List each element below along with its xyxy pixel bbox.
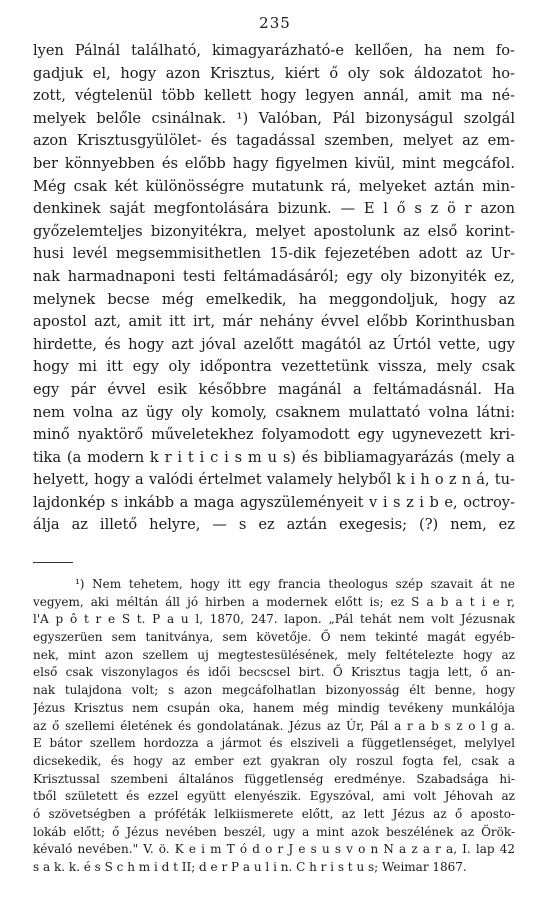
text-line: nem volna az ügy oly komoly, csaknem mulattató volna látni: bbox=[33, 403, 515, 421]
footnote-line: E bátor szellem hordozza a jármot és elsziveli a függetlenséget, melylyel bbox=[33, 736, 515, 751]
footnote-line: ¹) Nem tehetem, hogy itt egy francia theologus szép szavait át ne bbox=[75, 577, 515, 591]
footnote-line: s a k. k. é s S c h m i d t II; d e r P a u l i n. C h r i s t u s; Weimar 1867. bbox=[33, 860, 467, 874]
footnote-line: nek, mint azon szellem uj megtestesülésének, mely feltételezte hogy az bbox=[33, 647, 515, 662]
footnote-line: dicsekedik, és hogy az ember ezt gyakran oly roszul fogta fel, csak a bbox=[33, 753, 515, 768]
text-line: lyen Pálnál található, kimagyarázható-e kellően, ha nem fo- bbox=[33, 42, 515, 59]
footnote-line: az ő szellemi életének és gondolatának. Jézus az Úr, Pál a r a b s z o l g a. bbox=[33, 718, 515, 733]
footnote-line: nak tulajdona volt; s azon megcáfolhatlan bizonyosság élt benne, hogy bbox=[33, 683, 515, 698]
text-line: lajdonkép s inkább a maga agyszüleményeit v i s z i b e, octroy- bbox=[33, 493, 515, 511]
text-line: melyek belőle csinálnak. ¹) Valóban, Pál bizonyságul szolgál bbox=[33, 109, 515, 127]
text-line: husi levél megsemmisithetlen 15-dik fejezetében adott az Ur- bbox=[33, 245, 515, 263]
text-line: apostol azt, amit itt irt, már nehány évvel előbb Korinthusban bbox=[33, 313, 515, 331]
text-line: álja az illető helyre, — s ez aztán exegesis; (?) nem, ez bbox=[33, 516, 515, 534]
text-line: denkinek saját megfontolására bizunk. — E l ő s z ö r azon bbox=[33, 200, 515, 218]
footnote-line: vegyem, aki méltán áll jó hirben a modernek előtt is; ez S a b a t i e r, bbox=[33, 594, 515, 609]
footnote-line: egyszerüen sem tanitványa, sem követője. Ő nem tekinté magát egyéb- bbox=[33, 630, 515, 645]
text-line: nak harmadnaponi testi feltámadásáról; egy oly bizonyiték ez, bbox=[33, 267, 515, 285]
footnote-line: első csak viszonylagos és idői becscsel birt. Ő Krisztus tagja lett, ő an- bbox=[33, 665, 515, 680]
text-line: helyett, hogy a valódi értelmet valamely helyből k i h o z n á, tu- bbox=[33, 471, 515, 489]
footnote-line: tből született és ezzel együtt elenyészik. Egyszóval, ami volt Jéhovah az bbox=[33, 789, 515, 804]
footnote-line: Jézus Krisztus nem csupán oka, hanem még mindig tevékeny munkálója bbox=[33, 700, 515, 715]
text-line: egy pár évvel esik későbbre magánál a feltámadásnál. Ha bbox=[33, 380, 515, 398]
footnote-divider bbox=[33, 562, 73, 563]
text-line: gadjuk el, hogy azon Krisztus, kiért ő oly sok áldozatot ho- bbox=[33, 64, 515, 82]
text-line: azon Krisztusgyülölet- és tagadással szemben, melyet az em- bbox=[33, 132, 515, 150]
footnote-line: Krisztussal szembeni általános függetlenség eredménye. Szabadsága hi- bbox=[33, 771, 515, 786]
text-line: győzelemteljes bizonyitékra, melyet apostolunk az első korint- bbox=[33, 222, 515, 240]
text-line: Még csak két különösségre mutatunk rá, melyeket aztán min- bbox=[33, 177, 515, 195]
footnotes bbox=[33, 576, 515, 877]
text-line: ber könnyebben és előbb hagy figyelmen kivül, mint megcáfol. bbox=[33, 154, 515, 172]
text-line: minő nyaktörő műveletekhez folyamodott egy ugynevezett kri- bbox=[33, 426, 515, 444]
text-line: hogy mi itt egy oly időpontra vezettetünk vissza, mely csak bbox=[33, 358, 515, 376]
text-line: hirdette, és hogy azt jóval azelőtt magától az Úrtól vette, ugy bbox=[33, 335, 515, 353]
footnote-line: l'A p ô t r e S t. P a u l, 1870, 247. lapon. „Pál tehát nem volt Jézusnak bbox=[33, 612, 515, 627]
text-line: tika (a modern k r i t i c i s m u s) és bibliamagyarázás (mely a bbox=[33, 448, 515, 466]
footnote-line: lokáb előtt; ő Jézus nevében beszél, ugy a mint azok beszélének az Örök- bbox=[33, 824, 515, 839]
text-line: zott, végtelenül több kellett hogy legyen annál, amit ma né- bbox=[33, 87, 515, 105]
main-text bbox=[33, 40, 515, 537]
footnote-line: ó szövetségben a próféták lelkiismerete előtt, az lett Jézus az ő aposto- bbox=[33, 806, 515, 821]
text-line: melynek becse még emelkedik, ha meggondoljuk, hogy az bbox=[33, 290, 515, 308]
page-number: 235 bbox=[259, 14, 291, 32]
footnote-line: kévaló nevében." V. ö. K e i m T ó d o r J e s u s v o n N a z a r a, I. lap 42 bbox=[33, 842, 515, 857]
